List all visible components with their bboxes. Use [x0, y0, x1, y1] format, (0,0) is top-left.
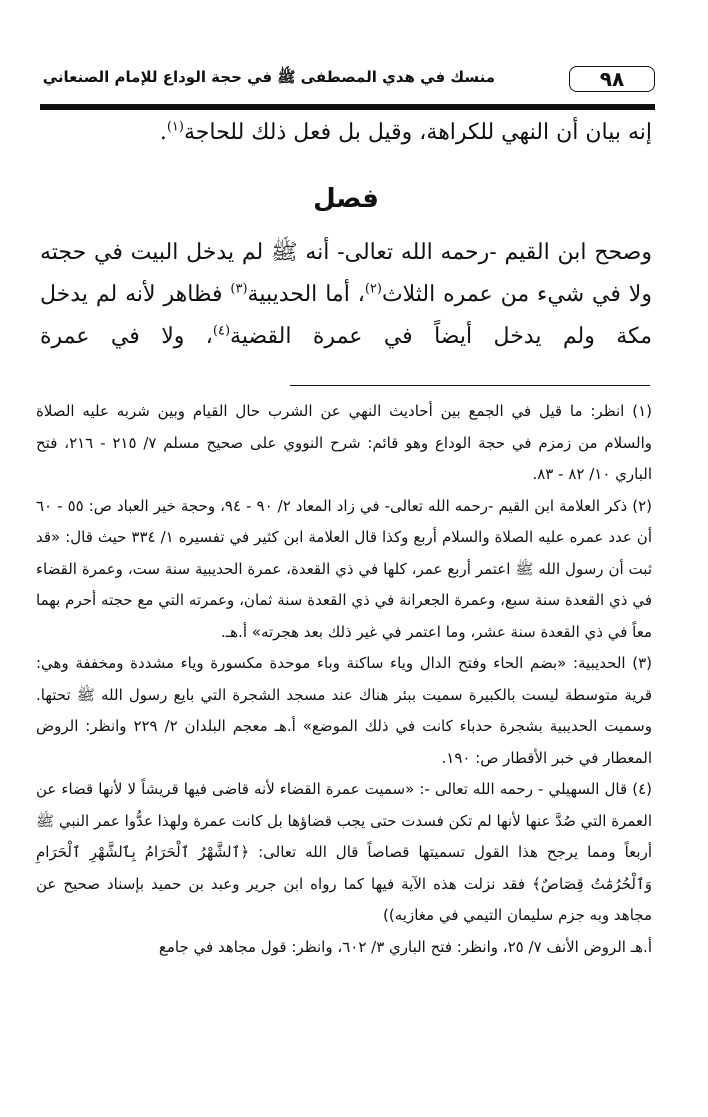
- paragraph-text-1: وصحح ابن القيم -رحمه الله تعالى- أنه ﷺ لم يدخل البيت في حجته ولا في شيء من عمره الثلاث: [40, 240, 652, 307]
- footnote-ref-1[interactable]: (١): [166, 119, 184, 135]
- footnote-text: الحديبية: «بضم الحاء وفتح الدال وياء ساكنة وباء موحدة مكسورة وياء مشددة ومخففة وهي: قرية متوسطة ليست بالكبيرة سميت ببئر هناك عند مسجد الشجرة التي بايع رسول الله ﷺ تحتها. وسميت الحديبية بشجرة حدباء كانت في ذلك الموضع» أ.هـ معجم البلدان ٢/ ٢٢٩ وانظر: الروض المعطار في خبر الأقطار ص: ١٩٠.: [36, 654, 652, 767]
- page-number: ٩٨: [569, 66, 655, 92]
- footnote-text: ذكر العلامة ابن القيم -رحمه الله تعالى- في زاد المعاد ٢/ ٩٠ - ٩٤، وحجة خير العباد ص: ٥٥ - ٦٠ أن عدد عمره عليه الصلاة والسلام أربع وكذا قال العلامة ابن كثير في تفسيره ١/ ٣٣٤ حيث قال: «قد ثبت أن رسول الله ﷺ اعتمر أربع عمر، كلها في ذي القعدة، عمرة الحديبية سنة ست، وعمرة القضاء في ذي القعدة سنة سبع، وعمرة الجعرانة في ذي القعدة سنة ثمان، وعمرته التي مع حجته أحرم بهما معاً في ذي القعدة سنة عشر، وما اعتمر في غير ذلك بعد هجرته» أ.هـ.: [36, 496, 652, 641]
- section-heading: فصل: [313, 184, 379, 214]
- footnote-number: (٤): [632, 780, 652, 798]
- paragraph-text-4: ، ولا في عمرة: [40, 324, 213, 349]
- footnote-number: (٣): [632, 654, 652, 672]
- paragraph-text-3: فظاهر لأنه لم يدخل مكة ولم يدخل أيضاً في عمرة القضية: [40, 282, 652, 349]
- footnote-text: قال السهيلي - رحمه الله تعالى -: «سميت عمرة القضاء لأنه قاضى فيها قريشاً لا لأنها قضاء عن العمرة التي صُدَّ عنها لأنها لم تكن فسدت حتى يجب قضاؤها بل كانت عمرة ولهذا عدُّوا عمر النبي ﷺ أربعاً ومما يرجح هذا القول تسميتها قصاصاً قال الله تعالى: ﴿ٱلشَّهْرُ ٱلْحَرَامُ بِٱلشَّهْرِ ٱلْحَرَامِ وَٱلْحُرُمَٰتُ قِصَاصٌ﴾ فقد نزلت هذه الآية فيها كما رواه ابن جرير وعبد بن حميد بإسناد صحيح عن مجاهد وبه جزم سليمان التيمي في مغازيه)): [36, 780, 652, 924]
- main-paragraph: [40, 232, 652, 358]
- footnote-4: [36, 774, 652, 932]
- paragraph-text-2: ، أما الحديبية: [247, 282, 365, 307]
- footnote-separator: [290, 385, 650, 386]
- main-text: [40, 112, 652, 358]
- footnote-1: [36, 396, 652, 491]
- running-title: منسك في هدي المصطفى ﷺ في حجة الوداع للإمام الصنعاني: [42, 68, 495, 86]
- footnote-ref-4[interactable]: (٤): [212, 323, 231, 339]
- footnote-ref-3[interactable]: (٣): [230, 281, 248, 297]
- page-header: [40, 60, 655, 100]
- footnote-continuation: أ.هـ الروض الأنف ٧/ ٢٥، وانظر: فتح الباري ٣/ ٦٠٢، وانظر: قول مجاهد في جامع: [158, 937, 652, 956]
- footnotes: [36, 396, 652, 963]
- footnote-number: (٢): [632, 496, 653, 515]
- opening-line-end: .: [159, 120, 167, 145]
- header-rule: [40, 104, 655, 110]
- opening-line-text: إنه بيان أن النهي للكراهة، وقيل بل فعل ذلك للحاجة: [183, 120, 652, 145]
- footnote-number: (١): [632, 402, 652, 420]
- footnote-2: [36, 491, 652, 649]
- footnote-3: [36, 648, 652, 774]
- footnote-text: انظر: ما قيل في الجمع بين أحاديث النهي عن الشرب حال القيام وبين شربه عليه الصلاة والسلام من زمزم في حجة الوداع وهو قائم: شرح النووي على صحيح مسلم ٧/ ٢١٥ - ٢١٦، فتح الباري ١٠/ ٨٢ - ٨٣.: [36, 402, 652, 483]
- opening-line: [40, 112, 652, 154]
- footnote-ref-2[interactable]: (٢): [364, 281, 382, 297]
